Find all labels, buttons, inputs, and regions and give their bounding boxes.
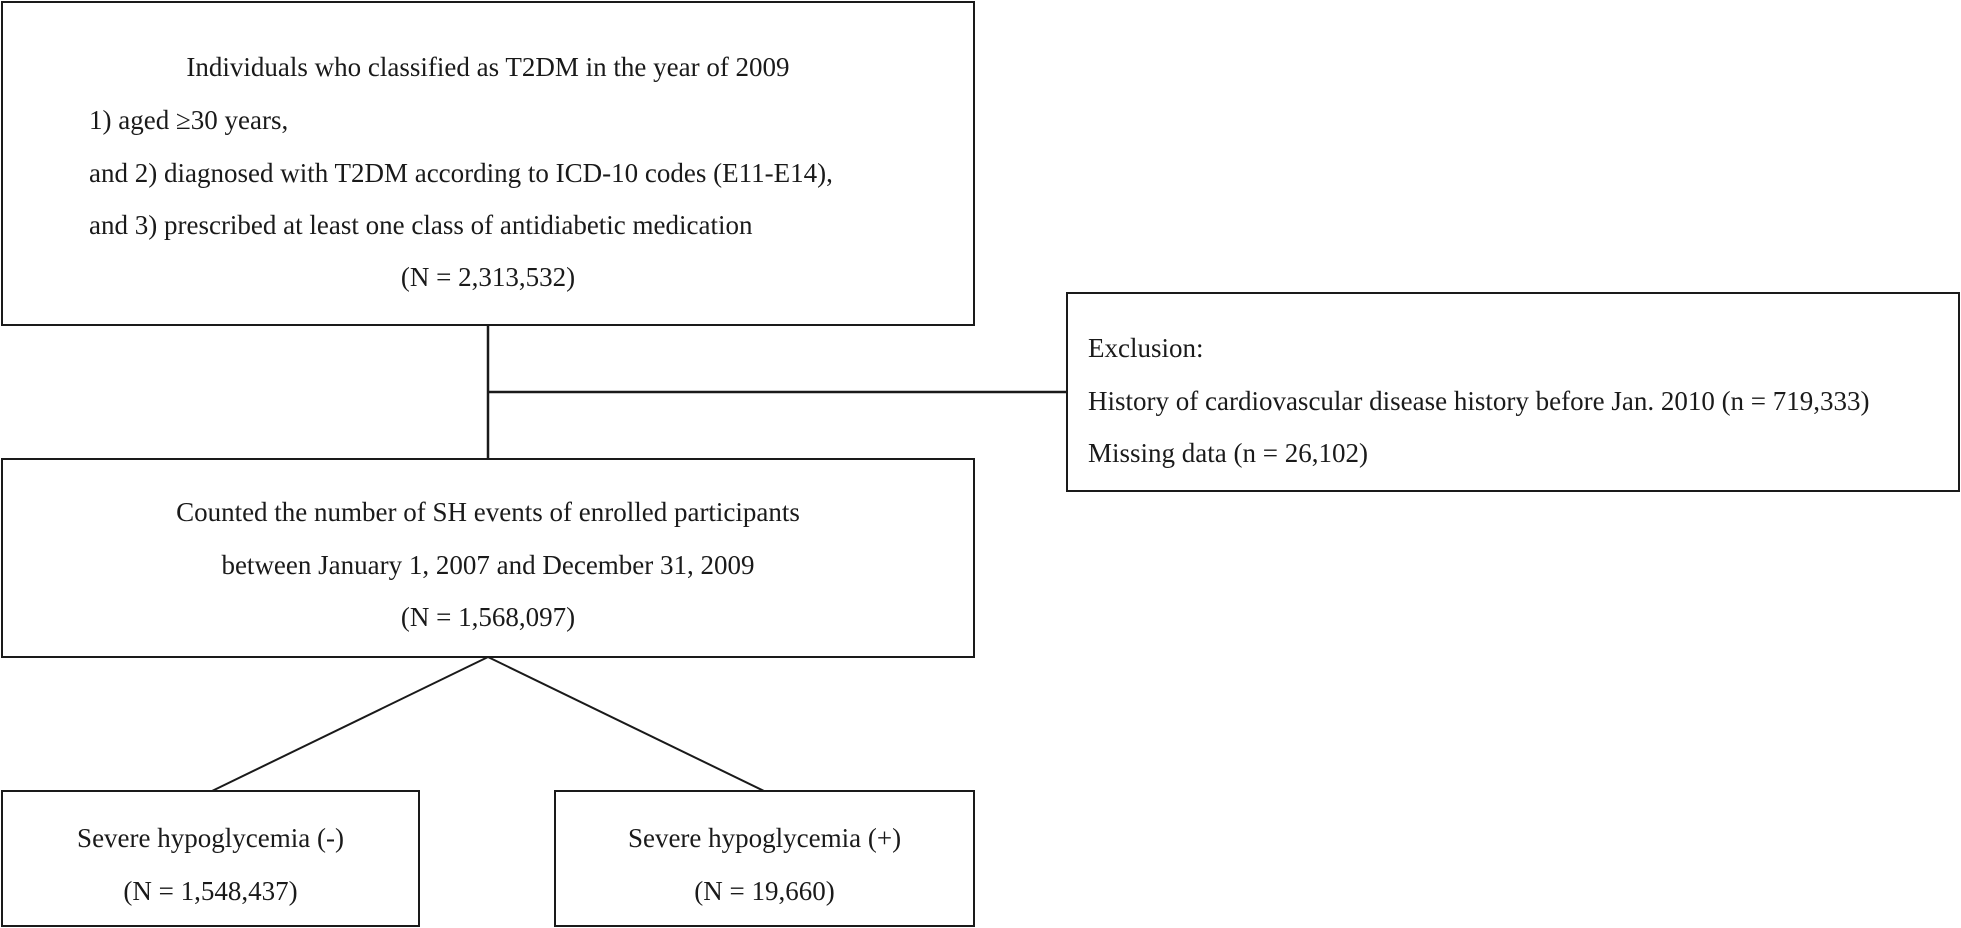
sh-positive-label: Severe hypoglycemia (+)	[627, 823, 902, 853]
sh-negative-box	[1, 790, 420, 927]
exclusion-heading: Exclusion:	[1088, 333, 1204, 363]
criterion-age: 1) aged ≥30 years,	[89, 105, 289, 135]
enrolled-count: (N = 1,568,097)	[400, 602, 576, 632]
sh-negative-count: (N = 1,548,437)	[123, 876, 298, 906]
exclusion-box	[1066, 292, 1960, 492]
criterion-medication: and 3) prescribed at least one class of antidiabetic medication	[89, 210, 753, 240]
criterion-diagnosis: and 2) diagnosed with T2DM according to ICD-10 codes (E11-E14),	[89, 158, 833, 188]
enrolled-line-2: between January 1, 2007 and December 31, 2009	[221, 550, 755, 580]
initial-cohort-box	[1, 1, 975, 326]
initial-cohort-title: Individuals who classified as T2DM in the year of 2009	[186, 52, 790, 82]
exclusion-item-missing: Missing data (n = 26,102)	[1088, 438, 1368, 468]
sh-positive-count: (N = 19,660)	[694, 876, 835, 906]
connector-to-sh-negative	[212, 657, 488, 791]
exclusion-item-cvd: History of cardiovascular disease history before Jan. 2010 (n = 719,333)	[1088, 386, 1870, 416]
connector-to-sh-positive	[488, 657, 764, 791]
sh-negative-label: Severe hypoglycemia (-)	[77, 823, 344, 853]
sh-positive-box	[554, 790, 975, 927]
enrolled-line-1: Counted the number of SH events of enrolled participants	[176, 497, 800, 527]
enrolled-box	[1, 458, 975, 658]
initial-cohort-count: (N = 2,313,532)	[400, 262, 576, 292]
